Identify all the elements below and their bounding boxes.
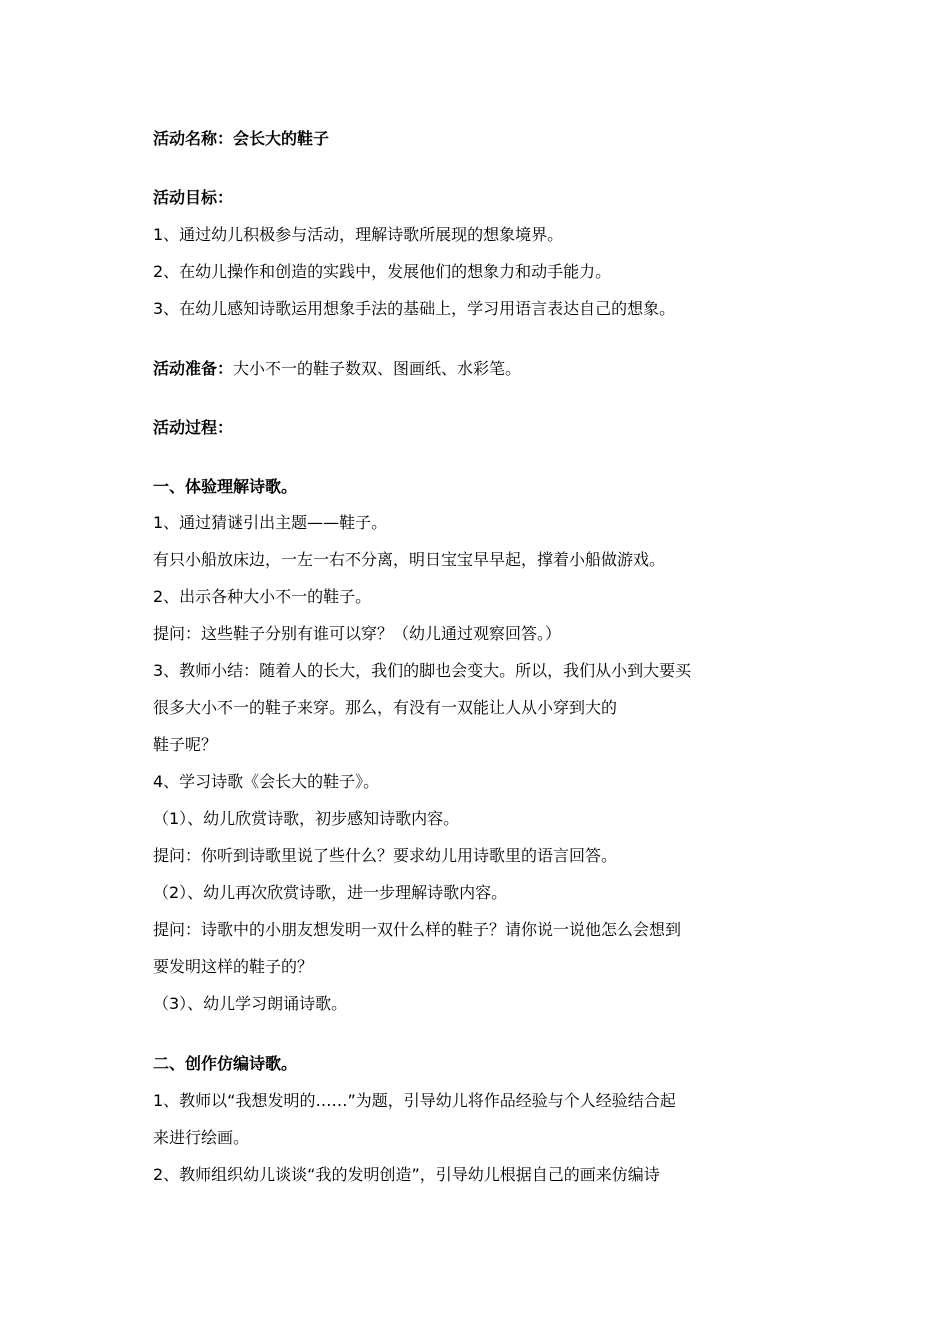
goal-item-1: 1、通过幼儿积极参与活动，理解诗歌所展现的想象境界。 <box>153 225 564 244</box>
activity-name-value: 会长大的鞋子 <box>233 129 330 148</box>
section1-line: 有只小船放床边，一左一右不分离，明日宝宝早早起，撑着小船做游戏。 <box>153 550 666 569</box>
section2-line: 来进行绘画。 <box>153 1128 250 1147</box>
section2-heading: 二、创作仿编诗歌。 <box>153 1054 298 1073</box>
section1-line: 提问：诗歌中的小朋友想发明一双什么样的鞋子？请你说一说他怎么会想到 <box>153 920 682 939</box>
section1-line: 要发明这样的鞋子的？ <box>153 957 314 976</box>
section1-line: 4、学习诗歌《会长大的鞋子》。 <box>153 772 380 791</box>
section1-line: （1）、幼儿欣赏诗歌，初步感知诗歌内容。 <box>153 809 460 828</box>
section1-line: 1、通过猜谜引出主题——鞋子。 <box>153 513 388 532</box>
preparation-line <box>153 359 813 379</box>
section1-line: 2、出示各种大小不一的鞋子。 <box>153 587 372 606</box>
goals-heading: 活动目标： <box>153 188 234 207</box>
process-heading: 活动过程： <box>153 418 234 437</box>
section1-line: 提问：你听到诗歌里说了些什么？要求幼儿用诗歌里的语言回答。 <box>153 846 618 865</box>
activity-name-label: 活动名称： <box>153 129 234 148</box>
preparation-label: 活动准备： <box>153 359 234 378</box>
section2-line: 2、教师组织幼儿谈谈“我的发明创造”，引导幼儿根据自己的画来仿编诗 <box>153 1165 660 1184</box>
goal-item-3: 3、在幼儿感知诗歌运用想象手法的基础上，学习用语言表达自己的想象。 <box>153 299 676 318</box>
section1-line: （2）、幼儿再次欣赏诗歌，进一步理解诗歌内容。 <box>153 883 508 902</box>
section1-line: 提问：这些鞋子分别有谁可以穿？（幼儿通过观察回答。） <box>153 624 562 643</box>
section2-line: 1、教师以“我想发明的……”为题，引导幼儿将作品经验与个人经验结合起 <box>153 1091 676 1110</box>
goal-item-2: 2、在幼儿操作和创造的实践中，发展他们的想象力和动手能力。 <box>153 262 612 281</box>
section1-line: 很多大小不一的鞋子来穿。那么，有没有一双能让人从小穿到大的 <box>153 698 618 717</box>
activity-name-line <box>153 129 813 149</box>
preparation-value: 大小不一的鞋子数双、图画纸、水彩笔。 <box>233 359 522 378</box>
section1-line: 3、教师小结：随着人的长大，我们的脚也会变大。所以，我们从小到大要买 <box>153 661 692 680</box>
section1-line: 鞋子呢？ <box>153 735 218 754</box>
section1-heading: 一、体验理解诗歌。 <box>153 477 298 496</box>
section1-line: （3）、幼儿学习朗诵诗歌。 <box>153 994 348 1013</box>
